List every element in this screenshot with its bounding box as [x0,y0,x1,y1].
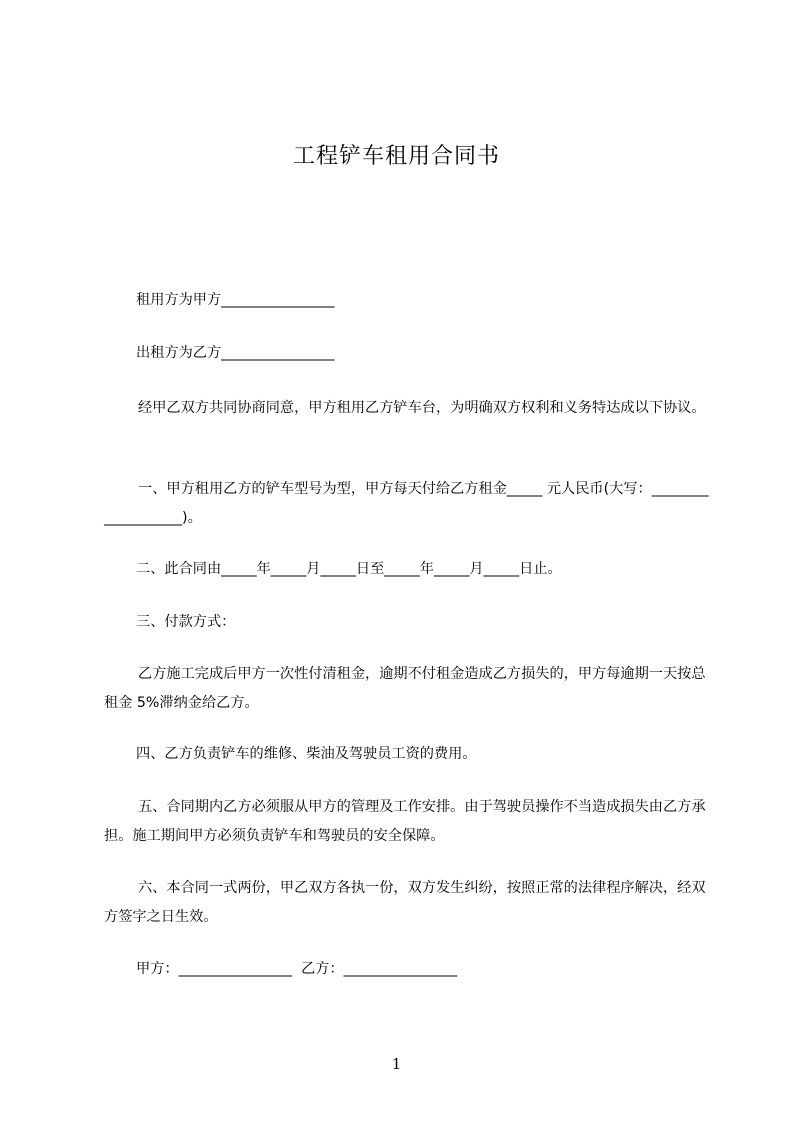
lessee-line: 租用方为甲方________________ [136,292,335,308]
clause-6: 六、本合同一式两份，甲乙双方各执一份，双方发生纠纷，按照正常的法律程序解决，经双方签字之日生效。 [104,880,706,925]
clause-2: 二、此合同由_____年_____月_____日至_____年_____月_____日止。 [136,561,562,577]
clause-3-body: 乙方施工完成后甲方一次性付清租金，逾期不付租金造成乙方损失的，甲方每逾期一天按总租金 5%滞纳金给乙方。 [104,666,706,711]
document-title: 工程铲车租用合同书 [292,144,500,169]
clause-4: 四、乙方负责铲车的维修、柴油及驾驶员工资的费用。 [136,746,477,762]
page-number: 1 [391,1055,402,1073]
clause-5: 五、合同期内乙方必须服从甲方的管理及工作安排。由于驾驶员操作不当造成损失由乙方承担。施工期间甲方必须负责铲车和驾驶员的安全保障。 [104,799,706,844]
intro-paragraph: 经甲乙双方共同协商同意，甲方租用乙方铲车台，为明确双方权利和义务特达成以下协议。 [138,400,706,416]
lessor-line: 出租方为乙方________________ [136,345,335,361]
clause-3-heading: 三、付款方式： [136,614,236,630]
clause-1: 一、甲方租用乙方的铲车型号为型，甲方每天付给乙方租金_____ 元人民币(大写：___________________)。 [104,481,709,526]
signature-line: 甲方：________________ 乙方：________________ [136,961,458,977]
